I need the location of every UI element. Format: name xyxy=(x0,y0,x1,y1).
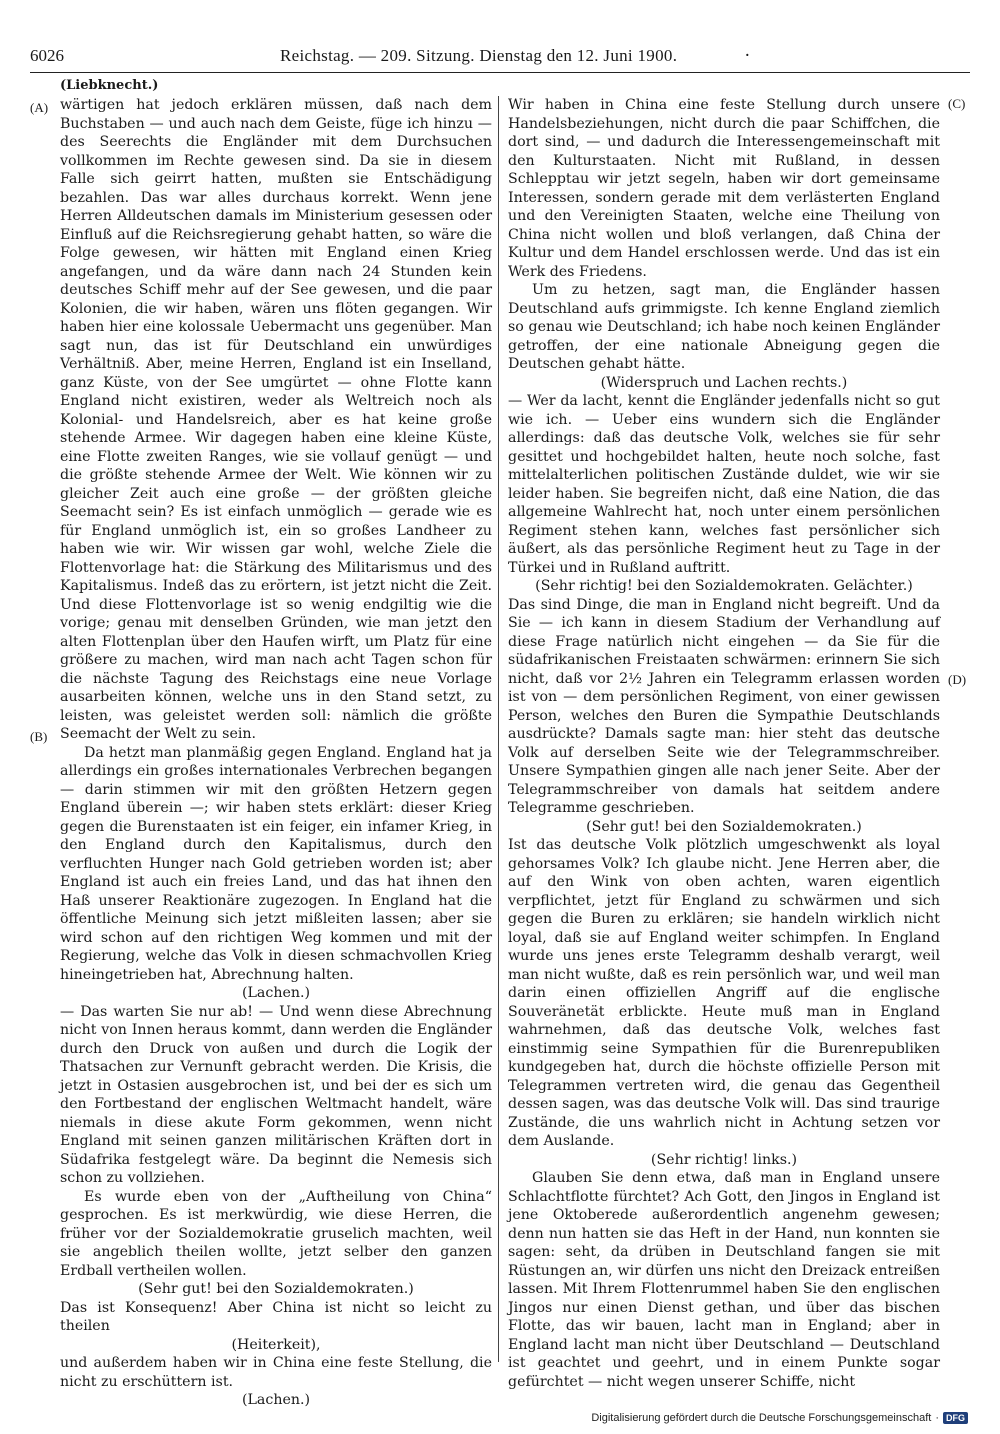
paragraph: Um zu hetzen, sagt man, die Engländer hassen Deutschland aufs grimmigste. Ich kenne England ziemlich so genau wie Deutschland; ich habe noch keinen Engländer getroffen, der eine nationale Abneigung gegen die Deutschen gehabt hätte. xyxy=(508,282,940,372)
footer-separator: · xyxy=(935,1412,939,1424)
interjection: (Widerspruch und Lachen rechts.) xyxy=(600,374,848,391)
footer-text: Digitalisierung gefördert durch die Deutsche Forschungsgemeinschaft xyxy=(591,1412,932,1424)
paragraph: Glauben Sie denn etwa, daß man in England unsere Schlachtflotte fürchtet? Ach Gott, den Jingos in England ist jene Oktoberede außerordentlich angenehm gewesen; denn nun hatten sie das Heft in der Hand, nun konnten sie sagen: seht, da drüben in Deutschland fangen sie mit Rüstungen an, wir dürfen uns nicht den Dreizack entreißen lassen. Mit Ihrem Flottenrummel haben Sie den englischen Jingos nur einen Dienst gethan, und über das bischen Flotte, das wir bauen, lacht man in England; aber in England lacht man nicht über Deutschland — Deutschland ist geachtet und geehrt, und in einem Punkte sogar gefürchtet — nicht wegen unserer Schiffe, nicht xyxy=(508,1170,940,1390)
interjection: (Lachen.) xyxy=(241,1392,311,1408)
margin-marker-a: (A) xyxy=(30,100,49,115)
right-column xyxy=(508,96,940,1390)
paragraph: Wir haben in China eine feste Stellung durch unsere Handelsbeziehungen, nicht durch die paar Schiffchen, die dort sind, — und dadurch die Interessengemeinschaft mit den Kulturstaaten. Nicht mit Rußland, in dessen Schlepptau wir jetzt segeln, haben wir dort gemeinsame Interessen, sondern gerade mit dem verlästerten England und den Vereinigten Staaten, welche eine Theilung von China nicht wollen und bloß verlangen, daß China der Kultur und dem Handel erschlossen werde. Und das ist ein Werk des Friedens. xyxy=(508,97,940,280)
paragraph: Das sind Dinge, die man in England nicht begreift. Und da Sie — ich kann in diesem Stadium der Verhandlung auf diese Frage natürlich nicht eingehen — da Sie für die südafrikanischen Freistaaten schwärmen: erinnern Sie sich nicht, daß vor 2½ Jahren ein Telegramm erlassen worden ist von — dem persönlichen Regiment, von einer gewissen Person, welches den Buren die Sympathie Deutschlands ausdrückte? Damals sagte man: hier steht das deutsche Volk auf derselben Seite wie der Telegrammschreiber. Unsere Sympathien gingen alle nach jener Seite. Aber der Telegrammschreiber von damals hat seitdem andere Telegramme geschrieben. xyxy=(508,596,940,816)
footer-credit xyxy=(591,1410,968,1426)
running-title: Reichstag. — 209. Sitzung. Dienstag den 12. Juni 1900. xyxy=(280,46,678,65)
left-column xyxy=(60,96,492,1408)
margin-marker-d: (D) xyxy=(948,672,967,687)
column-divider xyxy=(498,96,499,1362)
interjection: (Sehr richtig! bei den Sozialdemokraten. Gelächter.) xyxy=(535,578,913,594)
paragraph: Ist das deutsche Volk plötzlich umgeschwenkt als loyal gehorsames Volk? Ich glaube nicht. Jene Herren aber, die auf den Wink von oben achten, waren eigentlich verpflichtet, jetzt für England zu schwärmen und sich gegen die Buren zu erklären; sie handeln wirklich nicht loyal, daß sie auf England weiter schimpfen. In England wurde uns jenes erste Telegramm deshalb verargt, weil man nicht wußte, daß es rein persönlich war, und weil man darin einen offiziellen Angriff auf die englische Souveränetät erblickte. Heute muß man in England wahrnehmen, daß das deutsche Volk, welches fast einstimmig seine Sympathien für die Burenrepubliken kundgegeben hat, durch die höchste offizielle Person mit Telegrammen vertreten wird, die genau das Gegentheil dessen sagen, was das deutsche Volk will. Das sind traurige Zustände, die uns wahrlich nicht in Achtung setzen vor dem Auslande. xyxy=(508,837,940,1149)
paragraph: und außerdem haben wir in China eine feste Stellung, die nicht zu erschüttern ist. xyxy=(60,1355,492,1390)
page-header xyxy=(30,46,970,73)
margin-marker-c: (C) xyxy=(948,96,966,111)
paragraph: — Wer da lacht, kennt die Engländer jedenfalls nicht so gut wie ich. — Ueber eins wundern sich die Engländer allerdings: daß das deutsche Volk, welches sie für sehr gesittet und hochgebildet halten, heute noch solche, fast mittelalterlichen politischen Zustände duldet, wie wir sie leider haben. Sie begreifen nicht, daß eine Nation, die das allgemeine Wahlrecht hat, noch unter einem persönlichen Regiment stehen kann, welches fast persönlicher sich äußert, als das persönliche Regiment heut zu Tage in der Türkei und in Rußland auftritt. xyxy=(508,393,940,576)
paragraph: Es wurde eben von der „Auftheilung von China“ gesprochen. Es ist merkwürdig, wie diese Herren, die früher vor der Sozialdemokratie gruselich machten, weil sie angeblich theilen wollte, jetzt selber den ganzen Erdball vertheilen wollen. xyxy=(60,1188,492,1279)
interjection: (Lachen.) xyxy=(241,985,311,1001)
page-number: 6026 xyxy=(30,46,64,65)
paragraph: Das ist Konsequenz! Aber China ist nicht so leicht zu theilen xyxy=(60,1299,492,1334)
margin-marker-b: (B) xyxy=(30,729,48,744)
paragraph: Da hetzt man planmäßig gegen England. England hat ja allerdings ein großes internationales Verbrechen begangen — darin stimmen wir mit den größten Hetzern gegen England überein —; wir haben stets erklärt: dieser Krieg gegen die Burenstaaten ist ein feiger, ein infamer Krieg, in den England durch den Kapitalismus, durch den verfluchten Hunger nach Gold getrieben worden ist; aber England ist auch ein freies Land, und das hat ihnen den Haß unserer Reaktionäre zugezogen. In England hat die öffentliche Meinung sich jetzt mißleiten lassen; aber sie wird schon auf den richtigen Weg kommen und mit der Regierung, welche das Volk in diesen schmachvollen Krieg hineingetrieben hat, Abrechnung halten. xyxy=(60,744,492,983)
interjection: (Heiterkeit), xyxy=(231,1336,321,1353)
paragraph: — Das warten Sie nur ab! — Und wenn diese Abrechnung nicht von Innen heraus kommt, dann werden die Engländer durch den Druck von außen und durch die Logik der Thatsachen zur Vernunft gebracht werden. Die Krisis, die jetzt in Ostasien ausgebrochen ist, und bei der es sich um den Fortbestand der englischen Weltmacht handelt, wäre niemals in diese akute Form gekommen, wenn nicht England mit seinen ganzen militärischen Kräften dort in Südafrika festgelegt wäre. Da beginnt die Nemesis sich schon zu vollziehen. xyxy=(60,1003,492,1186)
interjection: (Sehr richtig! links.) xyxy=(650,1151,798,1168)
interjection: (Sehr gut! bei den Sozialdemokraten.) xyxy=(138,1281,414,1297)
header-dot: · xyxy=(744,46,750,66)
paragraph: wärtigen hat jedoch erklären müssen, daß nach dem Buchstaben — und auch nach dem Geiste, füge ich hinzu — des Seerechts die Engländer mit dem Durchsuchen vollkommen im Rechte gewesen sind. Da sie in diesem Falle sich geirrt hatten, mußten sie Entschädigung bezahlen. Das war alles durchaus korrekt. Wenn jene Herren Alldeutschen damals im Ministerium gesessen oder Einfluß auf die Reichsregierung gehabt hatten, so wäre die Folge gewesen, wir hätten mit England einen Krieg angefangen, und da wäre dann nach 24 Stunden kein deutsches Schiff mehr auf der See gewesen, und die paar Kolonien, die wir haben, wären uns flöten gegangen. Wir haben hier eine kolossale Uebermacht uns gegenüber. Man sagt nun, das ist für Deutschland ein unwürdiges Verhältniß. Aber, meine Herren, England ist ein Inselland, ganz Küste, von der See umgürtet — ohne Flotte kann England nicht existiren, weder als Weltreich noch als Kolonial- und Handelsreich, aber es hat keine große stehende Armee. Wir dagegen haben eine kleine Küste, eine Flotte zweiten Ranges, wie sie vollauf genügt — und die größte stehende Armee der Welt. Wie können wir zu gleicher Zeit auch eine große — der größten gleiche Seemacht sein? Es ist einfach unmöglich — gerade wie es für England unmöglich ist, ein so großes Landheer zu haben wie wir. Wir wissen gar wohl, welche Ziele die Flottenvorlage hat: die Stärkung des Militarismus und des Kapitalismus. Indeß das zu erörtern, ist jetzt nicht die Zeit. Und diese Flottenvorlage ist so wenig endgiltig wie die vorige; genau mit denselben Gründen, wie man jetzt den alten Flottenplan über den Haufen wirft, um Platz für eine größere zu machen, wird man nach acht Tagen schon für die nächste Tagung des Reichstags eine neue Vorlage ausarbeiten können, welche uns in den Stand setzt, zu leisten, was geleistet werden soll: nämlich die größte Seemacht der Welt zu sein. xyxy=(60,97,492,742)
speaker-name: (Liebknecht.) xyxy=(60,78,159,93)
dfg-logo-icon: DFG xyxy=(943,1412,968,1424)
interjection: (Sehr gut! bei den Sozialdemokraten.) xyxy=(586,818,862,835)
